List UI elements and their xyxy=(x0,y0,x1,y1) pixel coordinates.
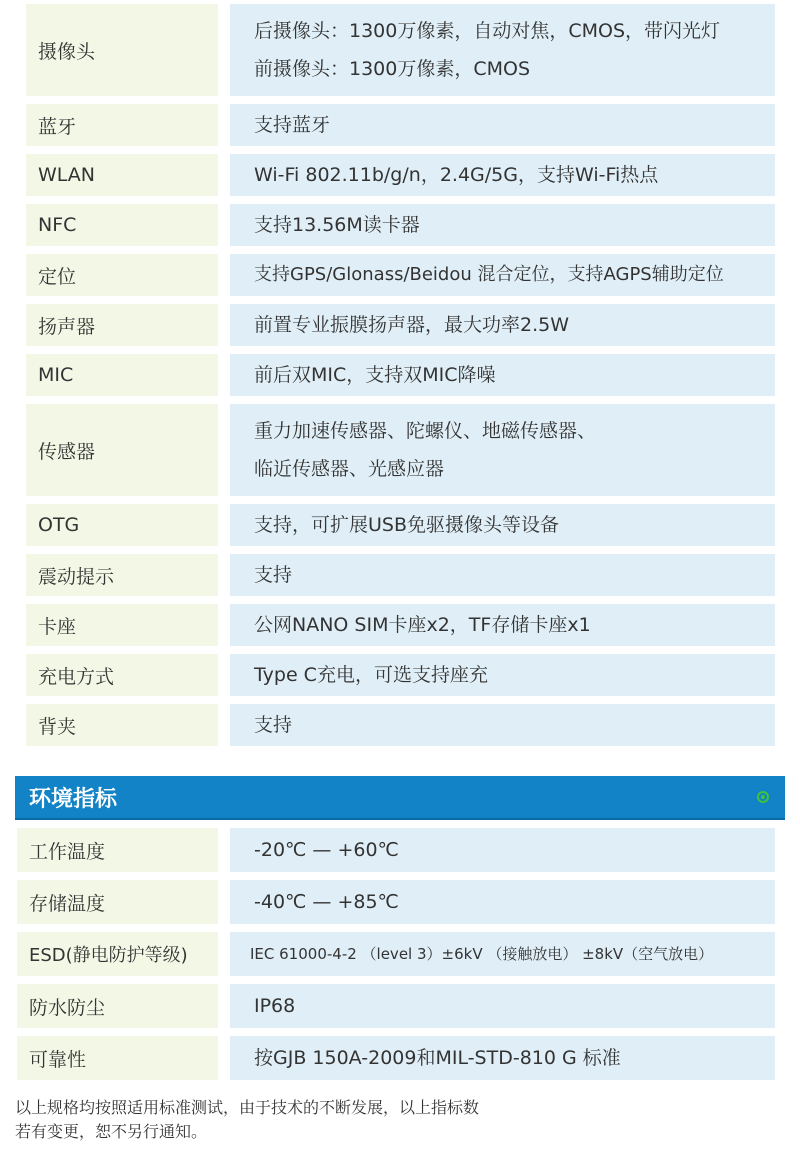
spec-label: 震动提示 xyxy=(26,554,218,596)
spec-label: 充电方式 xyxy=(26,654,218,696)
spec-value-line: 支持13.56M读卡器 xyxy=(254,214,420,236)
spec-label: 传感器 xyxy=(26,404,218,496)
spec-row-otg xyxy=(0,504,800,546)
spec-value-line: 前置专业振膜扬声器，最大功率2.5W xyxy=(254,314,570,336)
spec-row-camera xyxy=(0,4,800,96)
spec-row-card-slot xyxy=(0,604,800,646)
env-value: -20℃ — +60℃ xyxy=(230,828,775,872)
footnote-line: 以上规格均按照适用标准测试，由于技术的不断发展，以上指标数 xyxy=(15,1098,480,1117)
env-label: ESD(静电防护等级) xyxy=(17,932,218,976)
env-row-reliability xyxy=(0,1036,800,1080)
spec-row-positioning xyxy=(0,254,800,296)
spec-value-line: 后摄像头：1300万像素，自动对焦，CMOS，带闪光灯 xyxy=(254,20,721,42)
spec-value-line: 前后双MIC，支持双MIC降噪 xyxy=(254,364,496,386)
env-row-esd xyxy=(0,932,800,976)
spec-value xyxy=(230,704,775,746)
environment-table xyxy=(0,828,800,1088)
footnote-line: 若有变更，恕不另行通知。 xyxy=(15,1122,208,1141)
spec-label: 摄像头 xyxy=(26,4,218,96)
spec-value xyxy=(230,154,775,196)
spec-value-line: 前摄像头：1300万像素，CMOS xyxy=(254,58,531,80)
spec-label: 蓝牙 xyxy=(26,104,218,146)
spec-label: 定位 xyxy=(26,254,218,296)
spec-value xyxy=(230,654,775,696)
spec-value xyxy=(230,104,775,146)
environment-section-header xyxy=(15,776,785,820)
spec-value-line: 临近传感器、光感应器 xyxy=(254,458,445,480)
spec-value-line: 支持GPS/Glonass/Beidou 混合定位，支持AGPS辅助定位 xyxy=(254,264,724,285)
spec-label: MIC xyxy=(26,354,218,396)
env-value: IP68 xyxy=(230,984,775,1028)
spec-label: 扬声器 xyxy=(26,304,218,346)
spec-label: WLAN xyxy=(26,154,218,196)
env-label: 可靠性 xyxy=(17,1036,218,1080)
spec-value xyxy=(230,554,775,596)
spec-value-line: 支持 xyxy=(254,564,293,586)
env-row-operating-temp xyxy=(0,828,800,872)
env-value: -40℃ — +85℃ xyxy=(230,880,775,924)
spec-value-line: 支持 xyxy=(254,714,293,736)
footnote xyxy=(15,1096,785,1144)
spec-value xyxy=(230,204,775,246)
spec-value xyxy=(230,604,775,646)
spec-value xyxy=(230,254,775,296)
spec-row-back-clip xyxy=(0,704,800,746)
spec-value-line: 公网NANO SIM卡座x2，TF存储卡座x1 xyxy=(254,614,591,636)
spec-value xyxy=(230,504,775,546)
spec-value xyxy=(230,4,775,96)
spec-label: OTG xyxy=(26,504,218,546)
spec-value-line: 支持，可扩展USB免驱摄像头等设备 xyxy=(254,514,560,536)
env-row-ip-rating xyxy=(0,984,800,1028)
spec-row-wlan xyxy=(0,154,800,196)
spec-value xyxy=(230,354,775,396)
spec-row-speaker xyxy=(0,304,800,346)
env-label: 存储温度 xyxy=(17,880,218,924)
env-value: IEC 61000-4-2 （level 3）±6kV （接触放电） ±8kV（空气放电） xyxy=(230,932,775,976)
env-value: 按GJB 150A-2009和MIL-STD-810 G 标准 xyxy=(230,1036,775,1080)
spec-value-line: 重力加速传感器、陀螺仪、地磁传感器、 xyxy=(254,420,597,442)
spec-row-charging xyxy=(0,654,800,696)
spec-value-line: Type C充电，可选支持座充 xyxy=(254,664,488,686)
spec-value-line: Wi-Fi 802.11b/g/n，2.4G/5G，支持Wi-Fi热点 xyxy=(254,164,659,186)
section-title: 环境指标 xyxy=(29,786,118,812)
spec-label: NFC xyxy=(26,204,218,246)
spec-row-bluetooth xyxy=(0,104,800,146)
env-row-storage-temp xyxy=(0,880,800,924)
spec-label: 背夹 xyxy=(26,704,218,746)
env-label: 防水防尘 xyxy=(17,984,218,1028)
spec-row-vibration xyxy=(0,554,800,596)
spec-row-sensors xyxy=(0,404,800,496)
spec-label: 卡座 xyxy=(26,604,218,646)
circle-bullet-icon xyxy=(757,791,769,803)
spec-row-nfc xyxy=(0,204,800,246)
spec-value xyxy=(230,404,775,496)
env-label: 工作温度 xyxy=(17,828,218,872)
spec-row-mic xyxy=(0,354,800,396)
spec-value-line: 支持蓝牙 xyxy=(254,114,331,136)
spec-value xyxy=(230,304,775,346)
